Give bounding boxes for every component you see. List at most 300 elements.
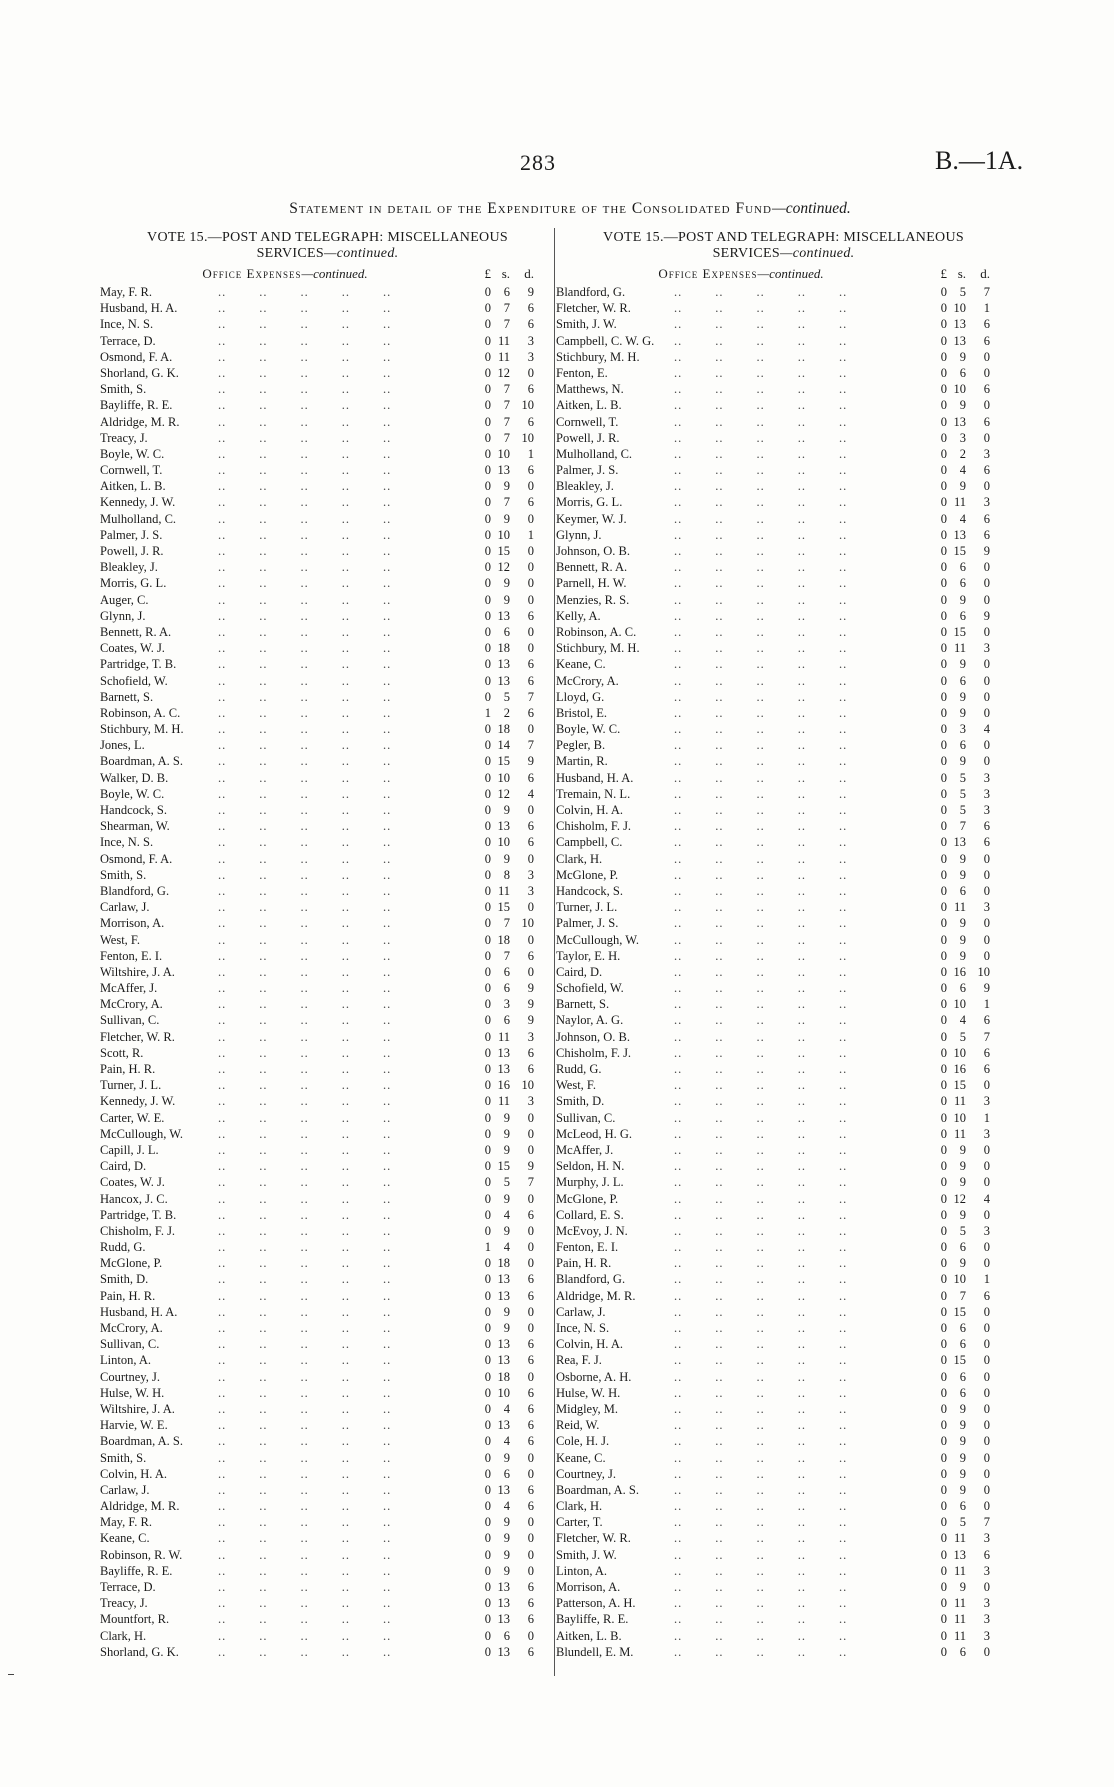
leader-dots: .. .. .. .. .. <box>674 803 848 817</box>
table-row <box>556 818 1011 834</box>
pence-value: 7 <box>527 689 534 704</box>
pounds-value: 0 <box>484 1418 491 1433</box>
pence-value: 0 <box>527 1110 534 1125</box>
table-row <box>556 300 1011 316</box>
pounds-value: 0 <box>484 511 491 526</box>
payee-name: Stichbury, M. H. <box>556 349 640 364</box>
payee-name: Robinson, R. W. <box>100 1547 183 1562</box>
leader-dots: .. .. .. .. .. <box>218 1628 392 1643</box>
table-row <box>556 1417 1011 1433</box>
pounds-value: 0 <box>940 1321 947 1335</box>
pence-value: 6 <box>527 301 534 316</box>
leader-dots: .. .. .. .. .. <box>674 964 848 979</box>
payee-name: Cornwell, T. <box>556 414 619 429</box>
leader-dots: .. .. .. .. .. <box>674 1223 848 1238</box>
pence-value: 3 <box>983 641 990 656</box>
shillings-value: 11 <box>953 1126 966 1141</box>
payee-name: Smith, S. <box>100 1450 147 1465</box>
table-row <box>100 1271 555 1287</box>
pounds-value: 0 <box>484 365 491 380</box>
pence-value: 6 <box>527 1596 534 1611</box>
table-row <box>556 737 1011 753</box>
vote-heading-services: SERVICES <box>712 246 780 261</box>
payee-name: Schofield, W. <box>100 673 168 688</box>
pounds-value: 0 <box>484 1385 491 1400</box>
pounds-value: 0 <box>940 365 947 380</box>
pounds-value: 0 <box>940 301 947 316</box>
pounds-value: 0 <box>940 786 947 801</box>
pounds-value: 0 <box>940 964 947 979</box>
pence-value: 3 <box>983 1612 990 1627</box>
pence-value: 0 <box>983 916 990 931</box>
table-row <box>556 1239 1011 1255</box>
table-row <box>100 397 555 413</box>
table-row <box>100 1352 555 1368</box>
pounds-value: 0 <box>484 883 491 898</box>
shillings-value: 9 <box>503 1547 510 1562</box>
payee-name: Stichbury, M. H. <box>556 641 640 656</box>
pounds-value: 0 <box>940 835 947 850</box>
payee-name: Blandford, G. <box>100 883 170 898</box>
payee-name: Morris, G. L. <box>556 495 623 510</box>
shillings-value: 9 <box>959 851 966 866</box>
shillings-value: 6 <box>959 981 966 996</box>
leader-dots: .. .. .. .. .. <box>674 1450 848 1465</box>
pounds-value: 0 <box>484 1531 491 1546</box>
pence-value: 0 <box>527 1563 534 1578</box>
payee-name: Aldridge, M. R. <box>556 1288 636 1303</box>
shillings-value: 2 <box>959 446 966 461</box>
pence-value: 6 <box>527 1272 534 1287</box>
vote-heading-line2 <box>100 246 555 262</box>
table-row <box>100 1061 555 1077</box>
leader-dots: .. .. .. .. .. <box>218 349 392 364</box>
table-row <box>100 786 555 802</box>
payee-name: Schofield, W. <box>556 981 624 996</box>
payee-name: Lloyd, G. <box>556 689 605 704</box>
payee-name: Fletcher, W. R. <box>556 1531 631 1546</box>
shillings-value: 7 <box>503 382 510 397</box>
pence-value: 6 <box>527 1207 534 1222</box>
payee-name: Treacy, J. <box>100 1596 148 1611</box>
leader-dots: .. .. .. .. .. <box>218 754 392 769</box>
shillings-value: 10 <box>953 301 966 316</box>
pence-value: 0 <box>983 1337 990 1352</box>
pence-value: 1 <box>983 997 990 1012</box>
shillings-value: 6 <box>959 738 966 753</box>
table-row <box>100 721 555 737</box>
leader-dots: .. .. .. .. .. <box>218 414 392 429</box>
pence-value: 0 <box>527 1531 534 1546</box>
pounds-value: 0 <box>940 527 947 542</box>
leader-dots: .. .. .. .. .. <box>674 398 848 413</box>
table-row <box>100 494 555 510</box>
leader-dots: .. .. .. .. .. <box>674 657 848 672</box>
table-row <box>100 1336 555 1352</box>
shillings-value: 9 <box>503 1110 510 1125</box>
shillings-value: 9 <box>959 1207 966 1222</box>
pence-value: 0 <box>527 1256 534 1271</box>
payee-name: Chisholm, F. J. <box>556 819 632 834</box>
pence-value: 0 <box>527 722 534 737</box>
pounds-value: 0 <box>940 1466 947 1481</box>
pence-value: 0 <box>983 1142 990 1157</box>
table-row <box>100 1466 555 1482</box>
pounds-value: 0 <box>940 948 947 963</box>
pounds-value: 0 <box>484 786 491 801</box>
table-row <box>556 397 1011 413</box>
leader-dots: .. .. .. .. .. <box>218 1223 392 1238</box>
leader-dots: .. .. .. .. .. <box>218 495 392 510</box>
pounds-value: 0 <box>484 1337 491 1352</box>
table-row <box>556 1369 1011 1385</box>
table-row <box>100 640 555 656</box>
leader-dots: .. .. .. .. .. <box>674 851 848 866</box>
table-row <box>556 786 1011 802</box>
shillings-value: 15 <box>497 1159 510 1174</box>
payee-name: Keane, C. <box>556 657 606 672</box>
shillings-value: 6 <box>959 1385 966 1400</box>
pence-value: 6 <box>527 1401 534 1416</box>
leader-dots: .. .. .. .. .. <box>218 1256 392 1271</box>
shillings-value: 6 <box>959 608 966 623</box>
payee-name: McGlone, P. <box>556 867 619 882</box>
payee-name: Boardman, A. S. <box>100 1434 183 1449</box>
pounds-value: 0 <box>940 1191 947 1206</box>
shillings-value: 9 <box>959 1159 966 1174</box>
pence-value: 3 <box>983 1596 990 1611</box>
leader-dots: .. .. .. .. .. <box>218 964 392 979</box>
shillings-value: 5 <box>959 285 966 299</box>
shillings-value: 13 <box>497 1482 510 1497</box>
shillings-value: 5 <box>959 770 966 785</box>
leader-dots: .. .. .. .. .. <box>674 786 848 801</box>
pounds-value: 0 <box>484 932 491 947</box>
table-row <box>556 1514 1011 1530</box>
section-heading-text: Office Expenses <box>202 266 302 281</box>
table-row <box>100 1514 555 1530</box>
pounds-value: 0 <box>940 1013 947 1028</box>
pence-value: 6 <box>527 1644 534 1659</box>
shillings-value: 7 <box>503 495 510 510</box>
leader-dots: .. .. .. .. .. <box>674 301 848 316</box>
payee-name: Blandford, G. <box>556 1272 626 1287</box>
pounds-value: 0 <box>940 1062 947 1076</box>
shillings-value: 9 <box>959 689 966 704</box>
leader-dots: .. .. .. .. .. <box>218 1288 392 1303</box>
pence-value: 6 <box>983 382 990 397</box>
payee-name: Treacy, J. <box>100 430 148 445</box>
table-row <box>100 1207 555 1223</box>
payee-name: Aitken, L. B. <box>100 479 166 494</box>
payee-name: Courtney, J. <box>556 1466 616 1481</box>
payee-name: West, F. <box>556 1078 597 1093</box>
shillings-value: 11 <box>953 495 966 510</box>
table-row <box>556 1288 1011 1304</box>
table-row <box>100 446 555 462</box>
shillings-value: 7 <box>503 414 510 429</box>
shillings-header: s. <box>501 266 510 281</box>
leader-dots: .. .. .. .. .. <box>218 883 392 898</box>
pence-value: 3 <box>983 786 990 801</box>
payee-name: Scott, R. <box>100 1045 144 1060</box>
leader-dots: .. .. .. .. .. <box>674 365 848 380</box>
table-row <box>100 1433 555 1449</box>
leader-dots: .. .. .. .. .. <box>674 1482 848 1497</box>
pence-header: d. <box>524 266 534 281</box>
pounds-value: 0 <box>940 1612 947 1627</box>
pence-value: 6 <box>527 1482 534 1497</box>
pence-value: 6 <box>983 317 990 332</box>
shillings-value: 11 <box>497 883 510 898</box>
shillings-value: 9 <box>503 1515 510 1530</box>
payee-name: Smith, S. <box>100 382 147 397</box>
leader-dots: .. .. .. .. .. <box>674 333 848 348</box>
pence-value: 3 <box>983 1094 990 1109</box>
shillings-value: 5 <box>959 1223 966 1238</box>
table-row <box>556 1547 1011 1563</box>
pence-value: 10 <box>521 430 534 445</box>
leader-dots: .. .. .. .. .. <box>674 1256 848 1271</box>
table-row <box>556 1644 1011 1660</box>
shillings-value: 9 <box>503 1563 510 1578</box>
shillings-value: 9 <box>503 1191 510 1206</box>
table-row <box>556 1158 1011 1174</box>
leader-dots: .. .. .. .. .. <box>674 1353 848 1368</box>
shillings-value: 7 <box>503 916 510 931</box>
pence-value: 6 <box>527 1499 534 1514</box>
leader-dots: .. .. .. .. .. <box>674 948 848 963</box>
payee-name: Turner, J. L. <box>556 900 618 915</box>
pounds-value: 0 <box>484 900 491 915</box>
pence-value: 0 <box>527 1450 534 1465</box>
leader-dots: .. .. .. .. .. <box>218 398 392 413</box>
leader-dots: .. .. .. .. .. <box>218 1159 392 1174</box>
pounds-value: 0 <box>484 349 491 364</box>
payee-name: Sullivan, C. <box>556 1110 616 1125</box>
table-row <box>100 1644 555 1660</box>
pence-value: 3 <box>527 867 534 882</box>
table-row <box>556 543 1011 559</box>
payee-name: Harvie, W. E. <box>100 1418 168 1433</box>
leader-dots: .. .. .. .. .. <box>674 641 848 656</box>
pounds-value: 0 <box>484 398 491 413</box>
table-row <box>556 1320 1011 1336</box>
leader-dots: .. .. .. .. .. <box>674 1369 848 1384</box>
leader-dots: .. .. .. .. .. <box>218 689 392 704</box>
leader-dots: .. .. .. .. .. <box>218 819 392 834</box>
payee-name: West, F. <box>100 932 141 947</box>
shillings-value: 9 <box>503 1223 510 1238</box>
table-row <box>100 527 555 543</box>
shillings-value: 9 <box>503 1126 510 1141</box>
shillings-value: 6 <box>959 1337 966 1352</box>
payee-name: Sullivan, C. <box>100 1013 160 1028</box>
leader-dots: .. .. .. .. .. <box>674 722 848 737</box>
pounds-value: 0 <box>484 641 491 656</box>
table-row <box>556 1110 1011 1126</box>
table-row <box>556 559 1011 575</box>
shillings-value: 13 <box>953 317 966 332</box>
pence-value: 6 <box>983 1045 990 1060</box>
pence-value: 0 <box>983 479 990 494</box>
table-row <box>556 721 1011 737</box>
leader-dots: .. .. .. .. .. <box>218 511 392 526</box>
pence-value: 1 <box>527 446 534 461</box>
shillings-value: 6 <box>959 1644 966 1659</box>
pounds-value: 0 <box>940 1434 947 1449</box>
leader-dots: .. .. .. .. .. <box>218 1272 392 1287</box>
leader-dots: .. .. .. .. .. <box>218 916 392 931</box>
left-entries <box>100 284 555 1660</box>
table-row <box>100 316 555 332</box>
leader-dots: .. .. .. .. .. <box>674 1580 848 1594</box>
payee-name: Bayliffe, R. E. <box>100 1563 173 1578</box>
table-row <box>100 284 555 300</box>
pounds-value: 0 <box>484 657 491 672</box>
table-row <box>100 834 555 850</box>
shillings-value: 18 <box>497 1256 510 1271</box>
pence-value: 0 <box>527 1515 534 1530</box>
pence-value: 6 <box>527 1385 534 1400</box>
payee-name: Robinson, A. C. <box>100 705 181 720</box>
page-number: 283 <box>520 150 556 175</box>
leader-dots: .. .. .. .. .. <box>218 867 392 882</box>
shillings-value: 6 <box>959 560 966 575</box>
pounds-value: 0 <box>940 1596 947 1611</box>
pence-value: 6 <box>527 1612 534 1627</box>
pounds-value: 0 <box>940 1110 947 1125</box>
shillings-value: 9 <box>503 803 510 817</box>
pence-value: 6 <box>527 495 534 510</box>
payee-name: May, F. R. <box>100 285 153 299</box>
shillings-value: 9 <box>959 1450 966 1465</box>
leader-dots: .. .. .. .. .. <box>218 673 392 688</box>
leader-dots: .. .. .. .. .. <box>218 1482 392 1497</box>
payee-name: Caird, D. <box>556 964 603 979</box>
pounds-value: 0 <box>484 738 491 753</box>
leader-dots: .. .. .. .. .. <box>218 1369 392 1384</box>
table-row <box>556 1579 1011 1595</box>
payee-name: Menzies, R. S. <box>556 592 630 607</box>
pence-value: 3 <box>983 900 990 915</box>
table-row <box>556 673 1011 689</box>
table-row <box>100 932 555 948</box>
payee-name: Mulholland, C. <box>556 446 633 461</box>
shillings-value: 10 <box>497 446 510 461</box>
table-row <box>556 284 1011 300</box>
pounds-value: 0 <box>940 1142 947 1157</box>
payee-name: McCrory, A. <box>556 673 619 688</box>
pence-value: 3 <box>527 333 534 348</box>
right-entries <box>556 284 1011 1660</box>
leader-dots: .. .. .. .. .. <box>674 900 848 915</box>
leader-dots: .. .. .. .. .. <box>218 1499 392 1514</box>
shillings-value: 9 <box>503 592 510 607</box>
leader-dots: .. .. .. .. .. <box>218 1126 392 1141</box>
table-row <box>100 1255 555 1271</box>
table-row <box>100 1547 555 1563</box>
pounds-value: 0 <box>940 479 947 494</box>
payee-name: Clark, H. <box>556 851 603 866</box>
payee-name: Naylor, A. G. <box>556 1013 624 1028</box>
shillings-value: 13 <box>953 333 966 348</box>
pence-value: 0 <box>983 398 990 413</box>
payee-name: Palmer, J. S. <box>100 527 163 542</box>
pounds-value: 0 <box>940 722 947 737</box>
pounds-value: 0 <box>484 835 491 850</box>
pounds-value: 0 <box>484 285 491 299</box>
leader-dots: .. .. .. .. .. <box>218 544 392 558</box>
pence-value: 9 <box>983 981 990 996</box>
shillings-value: 9 <box>959 592 966 607</box>
shillings-value: 6 <box>959 1240 966 1255</box>
pence-value: 6 <box>527 1418 534 1433</box>
pence-value: 3 <box>527 349 534 364</box>
pence-value: 6 <box>527 463 534 478</box>
payee-name: McGlone, P. <box>556 1191 619 1206</box>
payee-name: Carlaw, J. <box>100 900 150 915</box>
shillings-value: 7 <box>503 430 510 445</box>
shillings-value: 9 <box>959 1434 966 1449</box>
shillings-value: 12 <box>497 365 510 380</box>
pence-value: 6 <box>527 835 534 850</box>
table-row <box>100 1611 555 1627</box>
leader-dots: .. .. .. .. .. <box>674 1029 848 1044</box>
payee-name: Boardman, A. S. <box>556 1482 639 1497</box>
pence-value: 9 <box>527 997 534 1012</box>
shillings-value: 18 <box>497 1369 510 1384</box>
payee-name: Wiltshire, J. A. <box>100 964 175 979</box>
payee-name: Smith, D. <box>100 1272 149 1287</box>
pounds-value: 0 <box>484 1547 491 1562</box>
table-row <box>100 770 555 786</box>
payee-name: Glynn, J. <box>100 608 146 623</box>
leader-dots: .. .. .. .. .. <box>218 576 392 591</box>
right-column <box>556 230 1011 1660</box>
table-row <box>556 1045 1011 1061</box>
vote-heading-line1: VOTE 15.—POST AND TELEGRAPH: MISCELLANEOUS <box>603 230 964 245</box>
pounds-value: 0 <box>940 430 947 445</box>
pounds-value: 0 <box>940 641 947 656</box>
leader-dots: .. .. .. .. .. <box>218 1142 392 1157</box>
pence-value: 6 <box>983 819 990 834</box>
table-row <box>556 867 1011 883</box>
pounds-value: 0 <box>940 592 947 607</box>
table-row <box>556 365 1011 381</box>
pence-value: 0 <box>527 624 534 639</box>
table-row <box>556 996 1011 1012</box>
pounds-value: 0 <box>484 301 491 316</box>
vote-heading-continued: —continued. <box>323 246 399 261</box>
left-column <box>100 230 555 1660</box>
pounds-value: 0 <box>484 1062 491 1076</box>
payee-name: Coates, W. J. <box>100 641 165 656</box>
leader-dots: .. .. .. .. .. <box>674 981 848 996</box>
shillings-value: 15 <box>953 624 966 639</box>
pounds-value: 0 <box>484 1499 491 1514</box>
shillings-value: 9 <box>503 1304 510 1319</box>
pence-value: 0 <box>983 851 990 866</box>
pence-value: 1 <box>983 1272 990 1287</box>
payee-name: Linton, A. <box>556 1563 608 1578</box>
table-row <box>556 1352 1011 1368</box>
pence-value: 1 <box>527 527 534 542</box>
pounds-value: 0 <box>940 1531 947 1546</box>
pounds-value: 0 <box>940 1288 947 1303</box>
leader-dots: .. .. .. .. .. <box>674 1596 848 1611</box>
pounds-value: 0 <box>940 1240 947 1255</box>
